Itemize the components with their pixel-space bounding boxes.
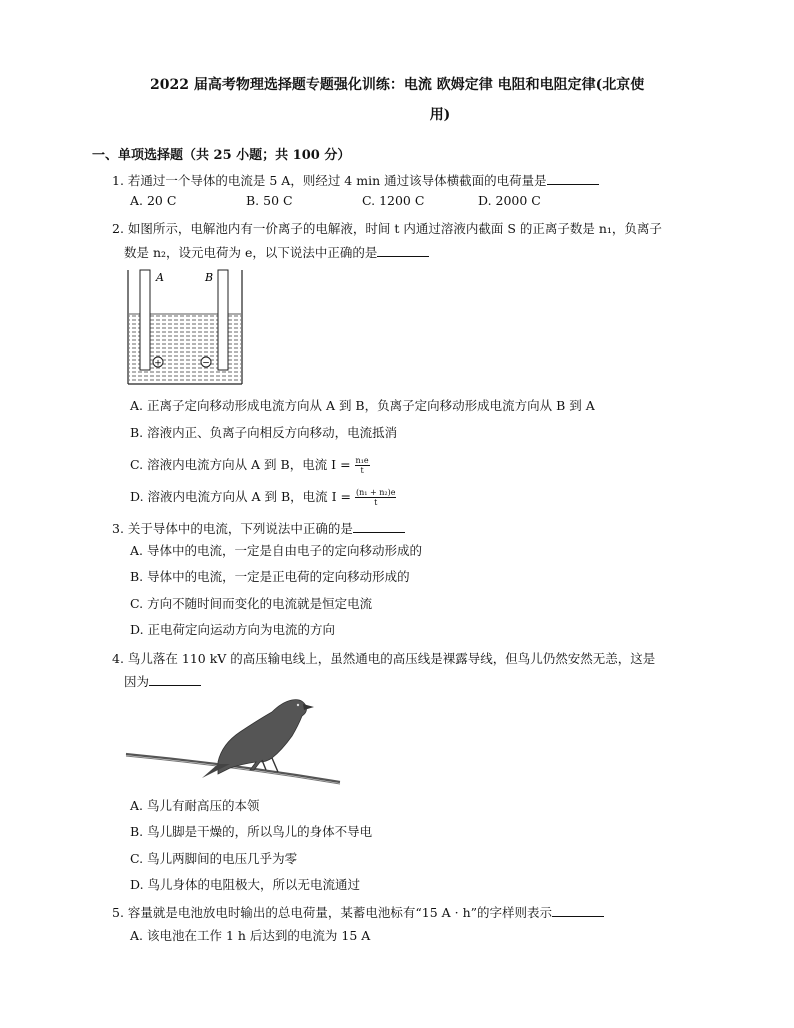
option-d: D. 2000 C bbox=[478, 193, 541, 208]
option-c: C. 1200 C bbox=[362, 193, 425, 208]
title-line-1: 2022 届高考物理选择题专题强化训练：电流 欧姆定律 电阻和电阻定律(北京使 bbox=[150, 77, 645, 93]
question-2-option-d: D. 溶液内电流方向从 A 到 B，电流 I = $\frac{\text{(n₁ + n₂)e}}{t}$ bbox=[130, 488, 396, 507]
section-heading: 一、单项选择题（共 25 小题；共 100 分） bbox=[92, 148, 351, 163]
option-a: A. 20 C bbox=[130, 193, 177, 208]
question-2-option-b: B. 溶液内正、负离子向相反方向移动，电流抵消 bbox=[130, 425, 398, 440]
question-2-stem-line-1: 2. 如图所示，电解池内有一价离子的电解液，时间 t 内通过溶液内截面 S 的正离子数是 n₁，负离子 bbox=[112, 221, 662, 236]
question-3-option-c: C. 方向不随时间而变化的电流就是恒定电流 bbox=[130, 596, 373, 611]
question-4-stem-line-2: 因为 bbox=[124, 671, 724, 693]
answer-blank bbox=[377, 244, 429, 257]
page-title bbox=[150, 70, 710, 130]
question-4-option-a: A. 鸟儿有耐高压的本领 bbox=[130, 798, 260, 813]
answer-blank bbox=[547, 172, 599, 185]
electrolytic-cell-figure bbox=[120, 266, 250, 390]
question-4-option-d: D. 鸟儿身体的电阻极大，所以无电流通过 bbox=[130, 877, 361, 892]
bird-on-wire-figure bbox=[122, 692, 344, 788]
question-5-option-a: A. 该电池在工作 1 h 后达到的电流为 15 A bbox=[130, 928, 371, 943]
answer-blank bbox=[149, 673, 201, 686]
option-b: B. 50 C bbox=[246, 193, 293, 208]
question-2-option-c: C. 溶液内电流方向从 A 到 B，电流 I = $\frac{\text{n₁e}}{t}$ bbox=[130, 456, 369, 475]
question-1-options bbox=[130, 193, 594, 208]
question-3-stem: 3. 关于导体中的电流，下列说法中正确的是 bbox=[112, 518, 712, 540]
question-5-stem: 5. 容量就是电池放电时输出的总电荷量，某蓄电池标有“15 A · h”的字样则表示 bbox=[112, 902, 712, 924]
electrode-a-label: A bbox=[156, 271, 164, 284]
answer-blank bbox=[353, 520, 405, 533]
formula-fraction: $\frac{\text{n₁e}}{t}$ bbox=[355, 456, 369, 475]
question-4-option-b: B. 鸟儿脚是干燥的，所以鸟儿的身体不导电 bbox=[130, 824, 373, 839]
question-3-option-d: D. 正电荷定向运动方向为电流的方向 bbox=[130, 622, 336, 637]
question-4-stem-line-1: 4. 鸟儿落在 110 kV 的高压输电线上，虽然通电的高压线是裸露导线，但鸟儿仍然安然无恙，这是 bbox=[112, 651, 656, 666]
formula-fraction: $\frac{\text{(n₁ + n₂)e}}{t}$ bbox=[356, 488, 396, 507]
positive-ion-label: + bbox=[154, 358, 162, 369]
negative-ion-label: − bbox=[202, 358, 210, 369]
question-2-option-a: A. 正离子定向移动形成电流方向从 A 到 B，负离子定向移动形成电流方向从 B 到 A bbox=[130, 398, 595, 413]
electrode-b-label: B bbox=[205, 271, 214, 284]
question-1-stem: 1. 若通过一个导体的电流是 5 A，则经过 4 min 通过该导体横截面的电荷量是 bbox=[112, 170, 712, 192]
question-4-option-c: C. 鸟儿两脚间的电压几乎为零 bbox=[130, 851, 298, 866]
question-3-option-b: B. 导体中的电流，一定是正电荷的定向移动形成的 bbox=[130, 569, 410, 584]
question-2-stem-line-2: 数是 n₂，设元电荷为 e，以下说法中正确的是 bbox=[124, 242, 724, 264]
answer-blank bbox=[552, 904, 604, 917]
question-3-option-a: A. 导体中的电流，一定是自由电子的定向移动形成的 bbox=[130, 543, 422, 558]
title-line-2: 用) bbox=[429, 107, 451, 123]
